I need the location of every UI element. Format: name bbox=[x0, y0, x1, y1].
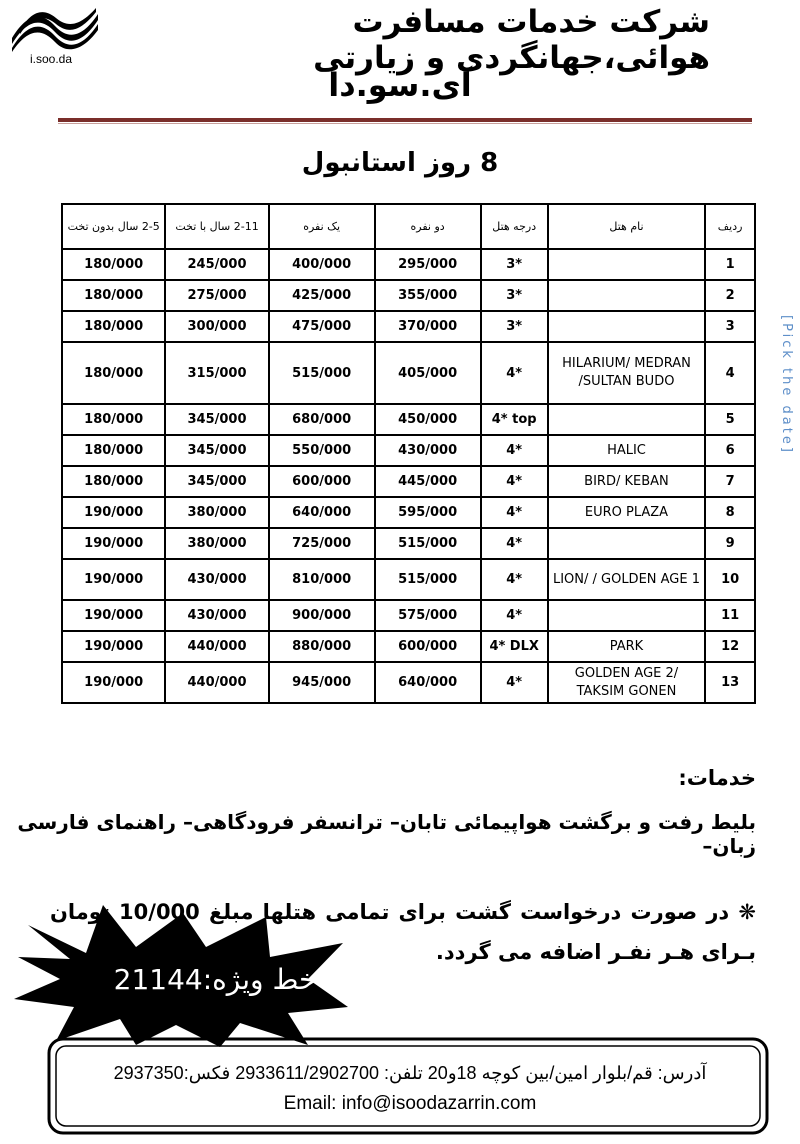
table-row bbox=[62, 600, 755, 631]
cell-child-without-bed-price: 180/000 bbox=[62, 311, 165, 342]
cell-hotel-name bbox=[548, 404, 705, 435]
company-title: شرکت خدمات مسافرت هوائی،جهانگردی و زیارتی bbox=[313, 4, 710, 76]
cell-double-price: 600/000 bbox=[375, 631, 481, 662]
services-text: بلیط رفت و برگشت هواپیمائی تابان– ترانسفر فرودگاهی– راهنمای فارسی زبان– bbox=[17, 810, 756, 858]
cell-single-price: 725/000 bbox=[269, 528, 375, 559]
cell-child-with-bed-price: 275/000 bbox=[165, 280, 268, 311]
cell-child-without-bed-price: 180/000 bbox=[62, 249, 165, 280]
cell-hotel-grade: 3* bbox=[481, 311, 548, 342]
cell-row-number: 11 bbox=[705, 600, 755, 631]
wave-logo-icon bbox=[10, 8, 100, 52]
cell-child-with-bed-price: 440/000 bbox=[165, 631, 268, 662]
cell-hotel-grade: 4* bbox=[481, 342, 548, 404]
cell-double-price: 640/000 bbox=[375, 662, 481, 703]
cell-row-number: 9 bbox=[705, 528, 755, 559]
cell-child-without-bed-price: 180/000 bbox=[62, 342, 165, 404]
cell-double-price: 595/000 bbox=[375, 497, 481, 528]
cell-child-with-bed-price: 345/000 bbox=[165, 435, 268, 466]
cell-hotel-grade: 4* top bbox=[481, 404, 548, 435]
header-hotel-grade: درجه هتل bbox=[481, 204, 548, 249]
cell-single-price: 900/000 bbox=[269, 600, 375, 631]
header-child-with-bed: 2-11 سال با تخت bbox=[165, 204, 268, 249]
cell-hotel-grade: 4* bbox=[481, 466, 548, 497]
date-placeholder[interactable] bbox=[772, 315, 800, 475]
cell-child-without-bed-price: 190/000 bbox=[62, 497, 165, 528]
table-row bbox=[62, 631, 755, 662]
cell-child-without-bed-price: 190/000 bbox=[62, 662, 165, 703]
cell-child-without-bed-price: 180/000 bbox=[62, 435, 165, 466]
cell-child-with-bed-price: 380/000 bbox=[165, 528, 268, 559]
cell-row-number: 1 bbox=[705, 249, 755, 280]
cell-child-without-bed-price: 190/000 bbox=[62, 528, 165, 559]
cell-row-number: 7 bbox=[705, 466, 755, 497]
table-row bbox=[62, 249, 755, 280]
company-logo bbox=[10, 8, 105, 68]
cell-double-price: 355/000 bbox=[375, 280, 481, 311]
cell-hotel-name bbox=[548, 280, 705, 311]
cell-row-number: 6 bbox=[705, 435, 755, 466]
cell-row-number: 13 bbox=[705, 662, 755, 703]
cell-row-number: 2 bbox=[705, 280, 755, 311]
cell-hotel-grade: 4* bbox=[481, 559, 548, 600]
cell-hotel-name bbox=[548, 600, 705, 631]
cell-double-price: 430/000 bbox=[375, 435, 481, 466]
cell-double-price: 450/000 bbox=[375, 404, 481, 435]
cell-row-number: 3 bbox=[705, 311, 755, 342]
header-double: دو نفره bbox=[375, 204, 481, 249]
table-row bbox=[62, 311, 755, 342]
cell-hotel-name: EURO PLAZA bbox=[548, 497, 705, 528]
table-row bbox=[62, 404, 755, 435]
cell-hotel-grade: 3* bbox=[481, 280, 548, 311]
company-subtitle: آی.سو.دا bbox=[328, 66, 472, 104]
cell-double-price: 515/000 bbox=[375, 559, 481, 600]
cell-hotel-grade: 4* bbox=[481, 435, 548, 466]
cell-single-price: 475/000 bbox=[269, 311, 375, 342]
logo-text: i.soo.da bbox=[30, 52, 73, 66]
cell-single-price: 425/000 bbox=[269, 280, 375, 311]
cell-hotel-name bbox=[548, 311, 705, 342]
cell-hotel-name: BIRD/ KEBAN bbox=[548, 466, 705, 497]
cell-child-with-bed-price: 245/000 bbox=[165, 249, 268, 280]
cell-child-with-bed-price: 430/000 bbox=[165, 600, 268, 631]
contact-frame bbox=[47, 1037, 769, 1135]
cell-single-price: 945/000 bbox=[269, 662, 375, 703]
contact-email[interactable]: Email: info@isoodazarrin.com bbox=[283, 1093, 537, 1114]
contact-address: آدرس: قم/بلوار امین/بین کوچه 18و20 تلفن: 2933611/2902700 فکس:2937350 bbox=[113, 1063, 707, 1083]
cell-child-without-bed-price: 180/000 bbox=[62, 466, 165, 497]
header-single: یک نفره bbox=[269, 204, 375, 249]
cell-row-number: 8 bbox=[705, 497, 755, 528]
header-rule bbox=[58, 118, 752, 122]
cell-single-price: 515/000 bbox=[269, 342, 375, 404]
cell-child-with-bed-price: 315/000 bbox=[165, 342, 268, 404]
cell-hotel-grade: 4* bbox=[481, 528, 548, 559]
table-row bbox=[62, 435, 755, 466]
cell-hotel-grade: 4* DLX bbox=[481, 631, 548, 662]
cell-hotel-name bbox=[548, 249, 705, 280]
cell-single-price: 810/000 bbox=[269, 559, 375, 600]
tour-title: 8 روز استانبول bbox=[301, 148, 499, 178]
cell-child-without-bed-price: 190/000 bbox=[62, 559, 165, 600]
cell-double-price: 515/000 bbox=[375, 528, 481, 559]
cell-single-price: 550/000 bbox=[269, 435, 375, 466]
cell-hotel-name: HALIC bbox=[548, 435, 705, 466]
table-row bbox=[62, 342, 755, 404]
hotline-label: خط ویژه:21144 bbox=[113, 963, 317, 996]
table-row bbox=[62, 280, 755, 311]
cell-child-with-bed-price: 345/000 bbox=[165, 404, 268, 435]
cell-double-price: 405/000 bbox=[375, 342, 481, 404]
cell-hotel-grade: 4* bbox=[481, 662, 548, 703]
services-heading: خدمات: bbox=[678, 766, 756, 790]
cell-row-number: 4 bbox=[705, 342, 755, 404]
header-rule-shadow bbox=[58, 123, 752, 124]
cell-child-without-bed-price: 180/000 bbox=[62, 404, 165, 435]
cell-row-number: 12 bbox=[705, 631, 755, 662]
cell-single-price: 400/000 bbox=[269, 249, 375, 280]
cell-child-without-bed-price: 190/000 bbox=[62, 631, 165, 662]
cell-child-with-bed-price: 300/000 bbox=[165, 311, 268, 342]
cell-single-price: 880/000 bbox=[269, 631, 375, 662]
cell-row-number: 5 bbox=[705, 404, 755, 435]
cell-child-with-bed-price: 345/000 bbox=[165, 466, 268, 497]
table-row bbox=[62, 466, 755, 497]
cell-hotel-name: LION/ / GOLDEN AGE 1 bbox=[548, 559, 705, 600]
tour-extra-note: ❋ در صورت درخواست گشت برای تمامی هتلها مبلغ 10/000 تومان بـرای هـر نفـر اضافه می گردد. bbox=[50, 900, 756, 964]
table-row bbox=[62, 528, 755, 559]
cell-hotel-name: HILARIUM/ MEDRAN /SULTAN BUDO bbox=[548, 342, 705, 404]
cell-double-price: 445/000 bbox=[375, 466, 481, 497]
cell-hotel-name: PARK bbox=[548, 631, 705, 662]
cell-single-price: 600/000 bbox=[269, 466, 375, 497]
header-hotel-name: نام هتل bbox=[548, 204, 705, 249]
cell-child-without-bed-price: 190/000 bbox=[62, 600, 165, 631]
cell-double-price: 295/000 bbox=[375, 249, 481, 280]
price-table bbox=[61, 203, 756, 704]
cell-hotel-grade: 3* bbox=[481, 249, 548, 280]
table-header-row bbox=[62, 204, 755, 249]
cell-row-number: 10 bbox=[705, 559, 755, 600]
cell-hotel-grade: 4* bbox=[481, 497, 548, 528]
cell-child-with-bed-price: 440/000 bbox=[165, 662, 268, 703]
cell-child-with-bed-price: 380/000 bbox=[165, 497, 268, 528]
header-row-number: ردیف bbox=[705, 204, 755, 249]
cell-double-price: 370/000 bbox=[375, 311, 481, 342]
cell-single-price: 680/000 bbox=[269, 404, 375, 435]
cell-child-with-bed-price: 430/000 bbox=[165, 559, 268, 600]
date-placeholder-label: [Pick the date] bbox=[779, 315, 794, 455]
cell-hotel-name bbox=[548, 528, 705, 559]
contact-box bbox=[47, 1037, 769, 1135]
table-row bbox=[62, 559, 755, 600]
cell-hotel-name: GOLDEN AGE 2/ TAKSIM GONEN bbox=[548, 662, 705, 703]
cell-double-price: 575/000 bbox=[375, 600, 481, 631]
cell-single-price: 640/000 bbox=[269, 497, 375, 528]
header-child-without-bed: 2-5 سال بدون تخت bbox=[62, 204, 165, 249]
cell-hotel-grade: 4* bbox=[481, 600, 548, 631]
table-row bbox=[62, 497, 755, 528]
table-row bbox=[62, 662, 755, 703]
cell-child-without-bed-price: 180/000 bbox=[62, 280, 165, 311]
